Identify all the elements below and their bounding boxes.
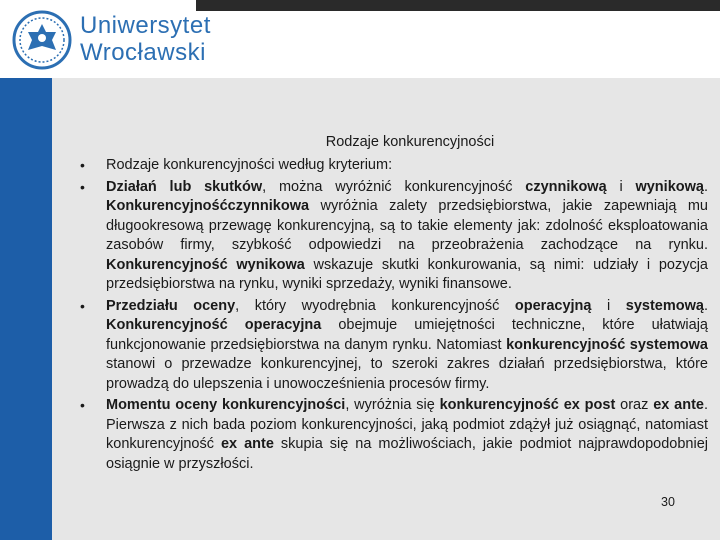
item-text: oraz	[615, 397, 654, 413]
item-text-bold: systemową	[625, 297, 704, 314]
university-name-line2: Wrocławski	[80, 39, 206, 66]
item-text: wyróżnia zalety przedsiębiorstwa, jakie zapewniają mu długookresową przewagę konkurencyjną, są to takie elementy jak: zdolność eksploatowania zasobów firmy, szybkość odpowiedzi na przeobrażenia zachodzące na rynku.	[106, 198, 708, 253]
header-bar	[196, 0, 720, 11]
university-name	[80, 12, 211, 66]
item-text: , można wyróżnić konkurencyjność	[262, 178, 526, 195]
item-text-bold: ex ante	[653, 397, 704, 413]
item-text-bold: Konkurencyjnośćczynnikowa	[106, 198, 310, 214]
item-text-bold: Działań lub skutków	[106, 178, 263, 195]
item-text: wskazuje skutki konkurowania, są nimi: udziały i pozycja przedsiębiorstwa na rynku, wyniki sprzedaży, wyniki finansowe.	[106, 256, 708, 292]
item-text-bold: konkurencyjność ex post	[439, 397, 616, 413]
item-text-bold: czynnikową	[525, 178, 607, 195]
university-crest-icon	[12, 10, 72, 70]
item-text-bold: konkurencyjność systemowa	[506, 336, 708, 353]
list-item	[80, 396, 708, 474]
item-text-bold: Przedziału oceny	[106, 297, 236, 314]
bullet-marker: •	[80, 157, 85, 173]
item-text: skupia się na możliwościach, jakie podmiot najprawdopodobniej osiągnie w przyszłości.	[106, 436, 709, 472]
university-name-line1: Uniwersytet	[80, 12, 211, 39]
header	[0, 0, 720, 78]
bullet-list	[80, 156, 708, 476]
item-text: Rodzaje konkurencyjności według kryterium:	[106, 157, 393, 173]
item-text-bold: wynikową	[635, 178, 704, 195]
item-text: , który wyodrębnia konkurencyjność	[235, 297, 515, 314]
bullet-marker: •	[80, 297, 85, 314]
list-item	[80, 156, 708, 176]
item-text: i	[591, 297, 626, 314]
item-text-bold: operacyjną	[514, 297, 592, 314]
item-text-bold: ex ante	[220, 436, 274, 452]
item-text: i	[606, 178, 636, 195]
item-text-bold: Konkurencyjność wynikowa	[106, 256, 305, 273]
item-text-bold: Konkurencyjność operacyjna	[106, 317, 322, 333]
slide-title: Rodzaje konkurencyjności	[325, 134, 495, 150]
item-text: .	[703, 297, 708, 314]
item-text: . Pierwsza z nich bada poziom konkurencyjności, jaką podmiot zdążył już osiągnąć, natomiast konkurencyjność	[106, 397, 708, 452]
item-text: obejmuje umiejętności techniczne, które ułatwiają funkcjonowanie przedsiębiorstwa na danym rynku. Natomiast	[106, 317, 708, 353]
item-text: stanowi o przewadze konkurencyjnej, to szeroki zakres działań przedsiębiorstwa, które prowadzą do ulepszenia i unowocześnienia procesów firmy.	[106, 356, 708, 392]
item-text-bold: Momentu oceny konkurencyjności	[106, 397, 346, 413]
bullet-marker: •	[80, 397, 85, 413]
list-item	[80, 178, 708, 295]
list-item	[80, 297, 708, 395]
bullet-marker: •	[80, 178, 85, 195]
item-text: .	[703, 178, 708, 195]
item-text: , wyróżnia się	[345, 397, 440, 413]
page-number: 30	[661, 495, 675, 509]
